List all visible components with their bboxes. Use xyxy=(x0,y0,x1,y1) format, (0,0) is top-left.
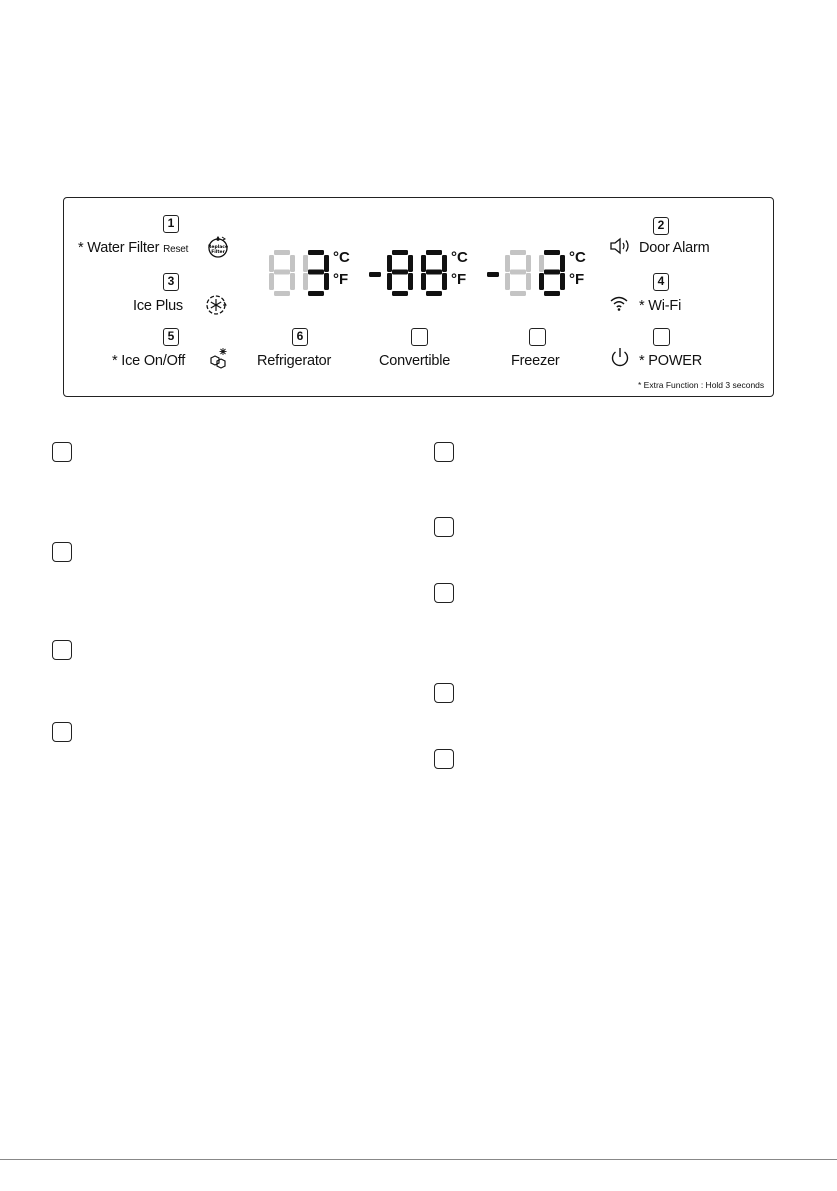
refrigerator-display xyxy=(267,248,335,302)
digit-2-segment-d xyxy=(544,291,560,296)
legend-box-right-5 xyxy=(434,749,454,769)
digit-2-segment-c xyxy=(324,273,329,290)
digit-2-segment-a xyxy=(308,250,324,255)
digit-2-segment-a xyxy=(544,250,560,255)
snowflake-icon xyxy=(204,293,228,317)
digit-2-segment-c xyxy=(560,273,565,290)
digit-1-segment-a xyxy=(510,250,526,255)
freezer-label[interactable]: Freezer xyxy=(511,353,560,369)
minus-segment xyxy=(487,272,499,277)
legend-box-right-1 xyxy=(434,442,454,462)
digit-2-segment-f xyxy=(303,255,308,272)
reset-text: Reset xyxy=(163,244,189,255)
digit-2-segment-d xyxy=(308,291,324,296)
digit-2-segment-d xyxy=(426,291,442,296)
digit-2-segment-g xyxy=(426,270,442,275)
digit-1-segment-f xyxy=(269,255,274,272)
freezer-fahrenheit-unit: °F xyxy=(569,271,585,288)
number-badge-6: 6 xyxy=(292,328,308,346)
ice-onoff-label[interactable]: * Ice On/Off xyxy=(112,353,186,369)
digit-1-segment-e xyxy=(505,273,510,290)
water-filter-label[interactable] xyxy=(78,240,188,256)
digit-1-segment-f xyxy=(505,255,510,272)
digit-2-segment-e xyxy=(303,273,308,290)
digit-2-segment-f xyxy=(421,255,426,272)
footer-rule xyxy=(0,1159,837,1160)
digit-2-segment-f xyxy=(539,255,544,272)
digit-1-segment-g xyxy=(274,270,290,275)
digit-1-segment-b xyxy=(526,255,531,272)
digit-1-segment-a xyxy=(392,250,408,255)
digit-1-segment-g xyxy=(510,270,526,275)
power-indicator xyxy=(653,328,670,346)
legend-box-left-1 xyxy=(52,442,72,462)
refrigerator-celsius-unit: °C xyxy=(333,249,350,266)
filter-text: Filter xyxy=(211,250,225,255)
legend-box-left-2 xyxy=(52,542,72,562)
legend-box-left-4 xyxy=(52,722,72,742)
digit-1-segment-d xyxy=(392,291,408,296)
digit-2-segment-b xyxy=(324,255,329,272)
convertible-label[interactable]: Convertible xyxy=(379,353,451,369)
digit-1-segment-a xyxy=(274,250,290,255)
power-label[interactable]: * POWER xyxy=(639,353,703,369)
digit-2-segment-g xyxy=(544,270,560,275)
digit-1-segment-c xyxy=(290,273,295,290)
extra-function-note: * Extra Function : Hold 3 seconds xyxy=(638,380,765,390)
refrigerator-fahrenheit-unit: °F xyxy=(333,271,349,288)
door-alarm-label[interactable]: Door Alarm xyxy=(639,240,710,256)
wifi-icon xyxy=(609,294,629,312)
legend-box-left-3 xyxy=(52,640,72,660)
digit-1-segment-e xyxy=(387,273,392,290)
legend-box-right-4 xyxy=(434,683,454,703)
speaker-icon xyxy=(609,236,631,256)
digit-1-segment-g xyxy=(392,270,408,275)
wifi-label[interactable]: * Wi-Fi xyxy=(639,298,682,314)
number-badge-5: 5 xyxy=(163,328,179,346)
freezer-indicator xyxy=(529,328,546,346)
digit-2-segment-e xyxy=(421,273,426,290)
power-icon xyxy=(609,346,631,368)
convertible-fahrenheit-unit: °F xyxy=(451,271,467,288)
digit-2-segment-b xyxy=(442,255,447,272)
freezer-display xyxy=(487,248,571,302)
digit-2-segment-b xyxy=(560,255,565,272)
ice-cubes-icon xyxy=(207,346,229,370)
digit-1-segment-c xyxy=(408,273,413,290)
number-badge-3: 3 xyxy=(163,273,179,291)
legend-box-right-3 xyxy=(434,583,454,603)
digit-1-segment-b xyxy=(290,255,295,272)
digit-2-segment-a xyxy=(426,250,442,255)
replace-filter-icon xyxy=(207,235,229,259)
freezer-celsius-unit: °C xyxy=(569,249,586,266)
convertible-display xyxy=(369,248,453,302)
number-badge-4: 4 xyxy=(653,273,669,291)
ice-plus-label[interactable]: Ice Plus xyxy=(133,298,183,314)
control-panel xyxy=(63,197,774,397)
digit-1-segment-f xyxy=(387,255,392,272)
digit-2-segment-e xyxy=(539,273,544,290)
digit-2-segment-g xyxy=(308,270,324,275)
number-badge-1: 1 xyxy=(163,215,179,233)
legend-box-right-2 xyxy=(434,517,454,537)
digit-2-segment-c xyxy=(442,273,447,290)
number-badge-2: 2 xyxy=(653,217,669,235)
digit-1-segment-b xyxy=(408,255,413,272)
convertible-indicator xyxy=(411,328,428,346)
replace-text: Replace xyxy=(207,245,229,250)
digit-1-segment-d xyxy=(274,291,290,296)
water-filter-text: * Water Filter xyxy=(78,240,160,256)
convertible-celsius-unit: °C xyxy=(451,249,468,266)
digit-1-segment-e xyxy=(269,273,274,290)
digit-1-segment-c xyxy=(526,273,531,290)
refrigerator-label[interactable]: Refrigerator xyxy=(257,353,332,369)
minus-segment xyxy=(369,272,381,277)
digit-1-segment-d xyxy=(510,291,526,296)
